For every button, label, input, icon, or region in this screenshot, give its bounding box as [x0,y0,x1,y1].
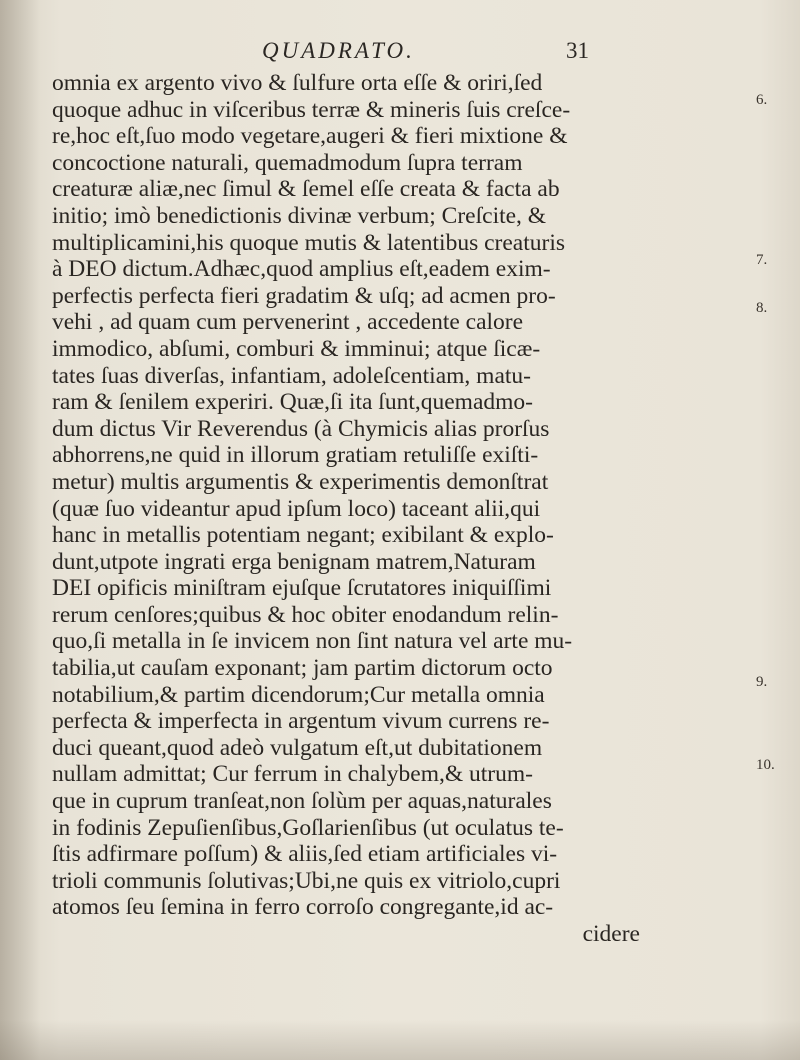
text-line: DEI opificis miniſtram ejuſque ſcrutatores iniquiſſimi [52,575,552,602]
body-text [52,70,732,948]
margin-note: 7. [756,252,768,268]
text-line: nullam admittat; Cur ferrum in chalybem,& utrum- [52,761,533,788]
catchword: cidere [582,921,640,947]
text-line: in fodinis Zepuſienſibus,Goſlarienſibus (ut oculatus te- [52,814,564,841]
text-line: que in cuprum tranſeat,non ſolùm per aquas,naturales [52,788,552,815]
running-head: QUADRATO. [262,38,415,63]
text-line: re,hoc eſt,ſuo modo vegetare,augeri & fieri mixtione & [52,123,568,150]
text-line: dum dictus Vir Reverendus (à Chymicis alias prorſus [52,415,550,442]
text-line: metur) multis argumentis & experimentis demonſtrat [52,468,549,495]
text-line: tabilia,ut cauſam exponant; jam partim dictorum octo [52,655,553,682]
text-line: perfecta & imperfecta in argentum vivum currens re- [52,708,550,735]
text-line: atomos ſeu ſemina in ferro corroſo congregante,id ac- [52,894,554,921]
text-line: (quæ ſuo videantur apud ipſum loco) taceant alii,qui [52,495,541,522]
text-line: perfectis perfecta fieri gradatim & uſq; ad acmen pro- [52,282,556,309]
text-line: vehi , ad quam cum pervenerint , accedente calore [52,309,524,336]
text-line: trioli communis ſolutivas;Ubi,ne quis ex vitriolo,cupri [52,867,561,894]
margin-note: 9. [756,674,768,690]
text-line: omnia ex argento vivo & ſulfure orta eſſe & oriri,ſed [52,70,543,96]
text-line: concoctione naturali, quemadmodum ſupra terram [52,149,523,176]
bottom-shadow [0,1020,800,1060]
page-number: 31 [566,38,589,63]
text-line: hanc in metallis potentiam negant; exibilant & explo- [52,522,554,549]
margin-note: 8. [756,300,768,316]
text-line: quo,ſi metalla in ſe invicem non ſint natura vel arte mu- [52,628,573,655]
margin-note: 6. [756,92,768,108]
text-line: tates ſuas diverſas, infantiam, adoleſcentiam, matu- [52,362,531,389]
text-line: multiplicamini,his quoque mutis & latentibus creaturis [52,229,566,256]
text-line: rerum cenſores;quibus & hoc obiter enodandum relin- [52,601,559,628]
text-line: quoque adhuc in viſceribus terræ & mineris ſuis creſce- [52,96,571,123]
text-line: creaturæ aliæ,nec ſimul & ſemel eſſe creata & facta ab [52,176,560,203]
gutter-shadow [0,0,40,1060]
text-line: immodico, abſumi, comburi & imminui; atque ſicæ- [52,335,541,362]
text-line: initio; imò benedictionis divinæ verbum; Creſcite, & [52,202,547,229]
margin-note: 10. [756,757,775,773]
text-line: notabilium,& partim dicendorum;Cur metalla omnia [52,681,545,708]
text-line: ſtis adfirmare poſſum) & aliis,ſed etiam artificiales vi- [52,841,558,868]
text-line: dunt,utpote ingrati erga benignam matrem,Naturam [52,548,536,575]
text-line: abhorrens,ne quid in illorum gratiam retuliſſe exiſti- [52,442,539,469]
text-line: duci queant,quod adeò vulgatum eſt,ut dubitationem [52,734,543,761]
text-line: à DEO dictum.Adhæc,quod amplius eſt,eadem exim- [52,256,551,283]
text-line: ram & ſenilem experiri. Quæ,ſi ita ſunt,quemadmo- [52,389,533,416]
